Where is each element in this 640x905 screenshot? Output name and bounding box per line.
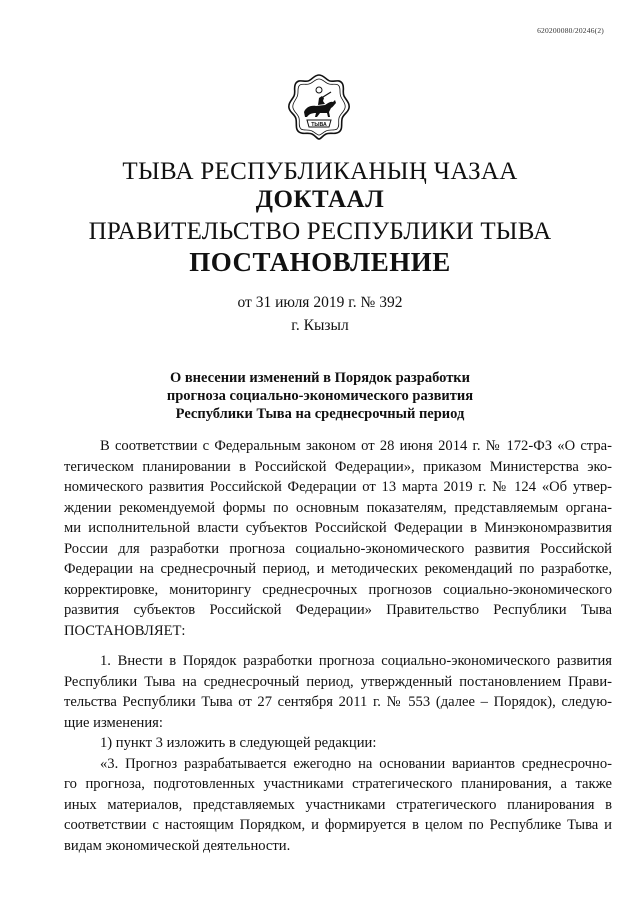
text-line: иных материалов, представляемых участниками стратегического планирования в [64, 796, 612, 813]
text-line: 1) пункт 3 изложить в следующей редакции: [100, 735, 377, 751]
text-line: ждении рекомендуемой формы по основным показателям, представляемым органа- [64, 499, 612, 516]
text-line: Федерации на среднесрочный период, и методических рекомендаций по разработке, [64, 561, 612, 577]
emblem-banner-text: ТЫВА [311, 121, 327, 128]
tuvan-government-title: ТЫВА РЕСПУБЛИКАНЫҢ ЧАЗАА [122, 158, 518, 185]
text-line: ПОСТАНОВЛЯЕТ: [64, 622, 186, 639]
text-line: развития субъектов Российской Федерации» Правительство Республики Тыва [64, 602, 612, 618]
text-line: ми исполнительной власти субъектов Российской Федерации в Минэкономразвития [64, 520, 612, 536]
document-id: 620200080/20246(2) [537, 26, 604, 35]
text-line: тельства Республики Тыва от 27 сентября 2011 г. № 553 (далее – Порядок), следую- [64, 694, 612, 710]
text-line: России для разработки прогноза социально-экономического развития Российской [64, 540, 612, 557]
text-line: видам экономической деятельности. [64, 837, 291, 854]
text-line: 1. Внести в Порядок разработки прогноза социально-экономического развития [100, 653, 612, 669]
text-line: го прогноза, подготовленных участниками стратегического планирования, а также [64, 776, 612, 792]
preamble-paragraph [64, 436, 612, 641]
tuvan-document-type: ДОКТААЛ [255, 186, 385, 213]
text-line: Республики Тыва на среднесрочный период, утвержденный постановлением Прави- [64, 673, 612, 690]
document-subject [0, 369, 640, 423]
text-line: номического развития Российской Федерации от 13 марта 2019 г. № 124 «Об утвер- [64, 479, 612, 495]
text-line: соответствии с настоящим Порядком, и формируется в целом по Республике Тыва и [64, 817, 612, 833]
tuva-coat-of-arms-icon [287, 72, 351, 140]
subject-line: О внесении изменений в Порядок разработки [169, 370, 471, 386]
city: г. Кызыл [291, 317, 349, 334]
text-line: щие изменения: [64, 714, 163, 731]
date-and-number: от 31 июля 2019 г. № 392 [237, 294, 403, 311]
text-line: В соответствии с Федеральным законом от 28 июня 2014 г. № 172-ФЗ «О стра- [100, 438, 612, 454]
subject-line: Республики Тыва на среднесрочный период [175, 406, 465, 422]
russian-government-title: ПРАВИТЕЛЬСТВО РЕСПУБЛИКИ ТЫВА [88, 218, 552, 245]
clause-paragraph [64, 651, 612, 856]
text-line: тегическом планировании в Российской Федерации», приказом Министерства эко- [64, 458, 612, 475]
russian-document-type: ПОСТАНОВЛЕНИЕ [189, 247, 451, 277]
text-line: «3. Прогноз разрабатывается ежегодно на основании вариантов среднесрочно- [100, 755, 612, 772]
subject-line: прогноза социально-экономического развития [166, 388, 474, 404]
text-line: корректировке, мониторингу среднесрочных прогнозов социально-экономического [64, 581, 612, 598]
